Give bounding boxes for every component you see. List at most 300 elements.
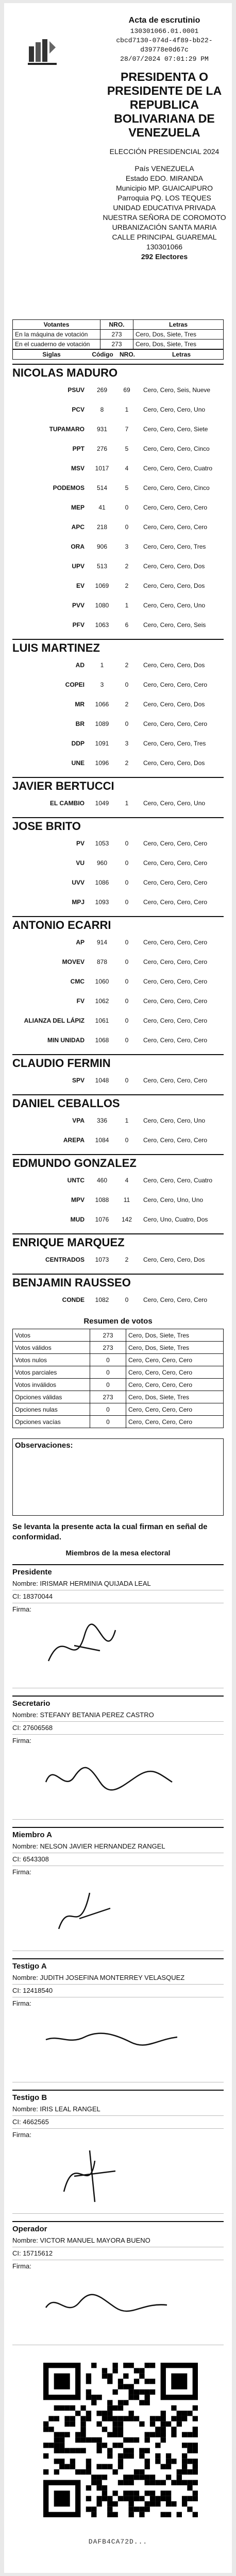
table-row <box>12 439 224 459</box>
party-codigo: 960 <box>96 859 108 867</box>
municipio: Municipio MP. GUAICAIPURO <box>115 184 213 192</box>
resumen-title: Resumen de votos <box>83 1317 153 1326</box>
party-votes: 0 <box>125 840 129 847</box>
member-role: Presidente <box>12 1568 52 1577</box>
party-letras: Cero, Cero, Cero, Cero <box>143 978 208 985</box>
table-row <box>12 615 224 635</box>
resumen-label: Votos nulos <box>13 1354 90 1366</box>
cne-logo-icon <box>27 36 58 67</box>
party-siglas: MPV <box>71 1196 85 1204</box>
signature-box <box>12 1735 224 1820</box>
party-votes: 4 <box>125 465 129 472</box>
table-row <box>12 400 224 419</box>
party-siglas: DDP <box>71 740 85 747</box>
party-codigo: 513 <box>96 563 108 570</box>
resumen-label: Votos válidos <box>13 1342 90 1354</box>
resumen-label: Votos parciales <box>13 1366 90 1379</box>
table-row <box>12 853 224 873</box>
party-codigo: 1060 <box>95 978 109 985</box>
party-siglas: COPEI <box>65 681 85 688</box>
centro-codigo: 130301066 <box>146 243 183 251</box>
resumen-letras: Cero, Cero, Cero, Cero <box>126 1354 224 1366</box>
signature-box <box>12 1603 224 1688</box>
table-row <box>13 1342 224 1354</box>
resumen-letras: Cero, Dos, Siete, Tres <box>126 1391 224 1403</box>
party-siglas: CENTRADOS <box>45 1256 85 1263</box>
party-siglas: ORA <box>71 543 85 550</box>
votantes-num: 273 <box>100 330 133 340</box>
candidate-party-rows <box>12 933 224 1050</box>
table-row <box>13 1329 224 1342</box>
party-codigo: 460 <box>96 1177 108 1184</box>
member-name: Nombre: STEFANY BETANIA PEREZ CASTRO <box>12 1709 224 1722</box>
party-letras: Cero, Cero, Seis, Nueve <box>143 386 211 394</box>
parroquia: Parroquia PQ. LOS TEQUES <box>117 194 211 202</box>
party-votes: 1 <box>125 406 129 413</box>
party-letras: Cero, Cero, Cero, Cuatro <box>143 1177 213 1184</box>
member-block <box>12 2221 224 2345</box>
header-info <box>100 14 229 262</box>
table-row <box>12 1171 224 1190</box>
votantes-letras: Cero, Dos, Siete, Tres <box>133 340 224 349</box>
party-votes: 3 <box>125 543 129 550</box>
party-votes: 2 <box>125 563 129 570</box>
resumen-num: 273 <box>90 1391 126 1403</box>
party-siglas: PPT <box>72 445 85 452</box>
party-codigo: 514 <box>96 484 108 492</box>
party-letras: Cero, Cero, Cero, Cero <box>143 720 208 727</box>
party-votes: 0 <box>125 1017 129 1024</box>
table-row <box>12 478 224 498</box>
party-letras: Cero, Cero, Cero, Cero <box>143 1037 208 1044</box>
party-votes: 0 <box>125 997 129 1005</box>
party-letras: Cero, Cero, Cero, Cero <box>143 1296 208 1303</box>
candidates-list <box>12 364 224 1310</box>
candidate-name: EDMUNDO GONZALEZ <box>12 1154 224 1171</box>
resumen-label: Opciones nulas <box>13 1403 90 1416</box>
party-votes: 0 <box>125 978 129 985</box>
candidate-column-headers <box>12 349 224 360</box>
party-siglas: SPV <box>72 1077 85 1084</box>
votantes-num: 273 <box>100 340 133 349</box>
resumen-num: 0 <box>90 1416 126 1428</box>
party-votes: 0 <box>125 504 129 511</box>
party-siglas: CMC <box>70 978 85 985</box>
party-siglas: APC <box>71 523 85 531</box>
party-letras: Cero, Uno, Cuatro, Dos <box>143 1216 208 1223</box>
party-votes: 0 <box>125 899 129 906</box>
party-letras: Cero, Cero, Cero, Cuatro <box>143 465 213 472</box>
party-letras: Cero, Cero, Cero, Dos <box>143 582 205 589</box>
party-siglas: MPJ <box>72 899 85 906</box>
party-letras: Cero, Cero, Cero, Cero <box>143 939 208 946</box>
member-ci: CI: 4662565 <box>12 2116 224 2129</box>
signature-icon <box>43 1615 188 1682</box>
candidate-party-rows <box>12 834 224 912</box>
party-siglas: AREPA <box>63 1137 85 1144</box>
resumen-letras: Cero, Dos, Siete, Tres <box>126 1342 224 1354</box>
firma-label: Firma: <box>12 1737 31 1744</box>
firma-note: Se levanta la presente acta la cual firman en señal de conformidad. <box>12 1522 208 1541</box>
candidate-party-rows <box>12 655 224 773</box>
acta-datetime: 28/07/2024 07:01:29 PM <box>120 55 209 63</box>
party-votes: 2 <box>125 701 129 708</box>
resumen-num: 0 <box>90 1403 126 1416</box>
votantes-table <box>12 319 224 349</box>
party-letras: Cero, Cero, Cero, Uno <box>143 800 206 807</box>
party-codigo: 1082 <box>95 1296 109 1303</box>
party-votes: 2 <box>125 1256 129 1263</box>
candidate-party-rows <box>12 1250 224 1269</box>
resumen-label: Opciones válidas <box>13 1391 90 1403</box>
resumen-letras: Cero, Cero, Cero, Cero <box>126 1379 224 1391</box>
party-votes: 142 <box>121 1216 132 1223</box>
acta-header <box>12 10 224 319</box>
member-role: Miembro A <box>12 1831 52 1839</box>
party-votes: 1 <box>125 602 129 609</box>
signature-icon <box>43 1746 188 1813</box>
pais: País VENEZUELA <box>134 164 194 173</box>
party-codigo: 1086 <box>95 879 109 886</box>
member-ci: CI: 12418540 <box>12 1985 224 1997</box>
party-votes: 3 <box>125 740 129 747</box>
party-letras: Cero, Cero, Cero, Cero <box>143 1077 208 1084</box>
party-votes: 0 <box>125 1137 129 1144</box>
party-votes: 7 <box>125 426 129 433</box>
table-row <box>12 834 224 853</box>
signature-box <box>12 1997 224 2082</box>
party-letras: Cero, Cero, Cero, Dos <box>143 701 205 708</box>
party-codigo: 1089 <box>95 720 109 727</box>
party-votes: 5 <box>125 445 129 452</box>
table-row <box>12 556 224 576</box>
table-row <box>12 753 224 773</box>
party-siglas: FV <box>76 997 85 1005</box>
party-codigo: 1084 <box>95 1137 109 1144</box>
party-votes: 5 <box>125 484 129 492</box>
party-votes: 69 <box>123 386 130 394</box>
party-siglas: PCV <box>72 406 85 413</box>
party-letras: Cero, Cero, Cero, Cero <box>143 958 208 965</box>
party-siglas: VU <box>76 859 85 867</box>
table-row <box>12 1030 224 1050</box>
col-letras: Letras <box>172 351 191 358</box>
party-codigo: 1068 <box>95 1037 109 1044</box>
party-votes: 2 <box>125 759 129 767</box>
candidate-name: DANIEL CEBALLOS <box>12 1094 224 1111</box>
observaciones-label: Observaciones: <box>15 1441 73 1450</box>
party-codigo: 41 <box>98 504 106 511</box>
party-votes: 4 <box>125 1177 129 1184</box>
table-row <box>12 537 224 556</box>
resumen-letras: Cero, Cero, Cero, Cero <box>126 1416 224 1428</box>
member-name: Nombre: NELSON JAVIER HERNANDEZ RANGEL <box>12 1840 224 1853</box>
resumen-letras: Cero, Cero, Cero, Cero <box>126 1366 224 1379</box>
table-row <box>12 991 224 1011</box>
party-siglas: MEP <box>71 504 85 511</box>
party-codigo: 1073 <box>95 1256 109 1263</box>
party-codigo: 1017 <box>95 465 109 472</box>
party-siglas: UPV <box>72 563 85 570</box>
party-codigo: 8 <box>100 406 104 413</box>
firma-label: Firma: <box>12 1868 31 1876</box>
party-siglas: PFV <box>72 621 85 629</box>
signature-icon <box>43 2009 188 2076</box>
candidate-party-rows <box>12 380 224 635</box>
party-votes: 1 <box>125 800 129 807</box>
firma-label: Firma: <box>12 2262 31 2270</box>
member-name: Nombre: VICTOR MANUEL MAYORA BUENO <box>12 2234 224 2247</box>
table-row <box>12 498 224 517</box>
party-codigo: 931 <box>96 426 108 433</box>
table-row <box>13 1379 224 1391</box>
signature-icon <box>43 1877 188 1944</box>
party-siglas: MR <box>75 701 85 708</box>
table-row <box>12 694 224 714</box>
candidate-party-rows <box>12 1071 224 1090</box>
party-siglas: TUPAMARO <box>49 426 85 433</box>
party-votes: 0 <box>125 1296 129 1303</box>
table-row <box>12 459 224 478</box>
member-block <box>12 1696 224 1820</box>
table-row <box>12 1130 224 1150</box>
table-row <box>13 1416 224 1428</box>
party-letras: Cero, Cero, Cero, Cero <box>143 523 208 531</box>
party-letras: Cero, Cero, Cero, Cero <box>143 899 208 906</box>
party-siglas: PVV <box>72 602 85 609</box>
electores-count: 292 Electores <box>141 252 188 261</box>
party-siglas: UVV <box>72 879 85 886</box>
resumen-num: 273 <box>90 1329 126 1342</box>
party-siglas: PODEMOS <box>53 484 85 492</box>
votantes-header: Votantes <box>13 320 100 330</box>
centro: UNIDAD EDUCATIVA PRIVADA NUESTRA SEÑORA DE COROMOTO URBANIZACIÓN SANTA MARIA CALLE PRINCIPAL GUAREMAL <box>103 204 226 241</box>
party-letras: Cero, Cero, Cero, Cero <box>143 504 208 511</box>
party-votes: 11 <box>123 1196 130 1204</box>
member-block <box>12 1958 224 2082</box>
party-letras: Cero, Cero, Cero, Dos <box>143 759 205 767</box>
acta-number: 130301066.01.0001 <box>130 27 199 35</box>
party-votes: 0 <box>125 1077 129 1084</box>
party-siglas: MIN UNIDAD <box>47 1037 85 1044</box>
table-row <box>13 330 224 340</box>
table-row <box>13 1366 224 1379</box>
party-letras: Cero, Cero, Cero, Cinco <box>143 445 210 452</box>
signature-box <box>12 2129 224 2214</box>
hash-line-1: cbcd7130-074d-4f89-bb22- <box>116 37 213 44</box>
signature-icon <box>43 2140 188 2207</box>
member-ci: CI: 6543308 <box>12 1853 224 1866</box>
party-codigo: 276 <box>96 445 108 452</box>
party-codigo: 1048 <box>95 1077 109 1084</box>
candidate-party-rows <box>12 1290 224 1310</box>
party-codigo: 1066 <box>95 701 109 708</box>
candidate-name: LUIS MARTINEZ <box>12 639 224 655</box>
candidate-party-rows <box>12 793 224 813</box>
signature-box <box>12 2260 224 2345</box>
signature-icon <box>43 2272 188 2338</box>
table-row <box>12 1011 224 1030</box>
party-siglas: MSV <box>71 465 85 472</box>
party-siglas: MUD <box>70 1216 85 1223</box>
candidate-name: NICOLAS MADURO <box>12 364 224 380</box>
footer-hash: DAFB4CA72D... <box>88 2538 148 2546</box>
table-row <box>12 1290 224 1310</box>
party-votes: 0 <box>125 879 129 886</box>
party-siglas: UNE <box>71 759 85 767</box>
col-nro: NRO. <box>120 351 135 358</box>
party-votes: 0 <box>125 1037 129 1044</box>
member-role: Testigo A <box>12 1962 47 1971</box>
party-siglas: BR <box>75 720 85 727</box>
member-role: Secretario <box>12 1699 50 1708</box>
party-letras: Cero, Cero, Cero, Cero <box>143 997 208 1005</box>
table-row <box>12 675 224 694</box>
table-row <box>12 734 224 753</box>
party-codigo: 1061 <box>95 1017 109 1024</box>
observaciones-box <box>12 1438 224 1516</box>
table-row <box>12 793 224 813</box>
members-list <box>12 1564 224 2345</box>
party-letras: Cero, Cero, Cero, Cero <box>143 879 208 886</box>
resumen-letras: Cero, Dos, Siete, Tres <box>126 1329 224 1342</box>
party-letras: Cero, Cero, Cero, Seis <box>143 621 206 629</box>
table-row <box>12 380 224 400</box>
table-row <box>12 576 224 596</box>
party-letras: Cero, Cero, Cero, Cero <box>143 681 208 688</box>
party-siglas: PSUV <box>68 386 85 394</box>
party-codigo: 1091 <box>95 740 109 747</box>
party-siglas: VPA <box>72 1117 85 1124</box>
party-letras: Cero, Cero, Cero, Dos <box>143 662 205 669</box>
firma-label: Firma: <box>12 1605 31 1613</box>
member-ci: CI: 15715612 <box>12 2247 224 2260</box>
party-codigo: 878 <box>96 958 108 965</box>
party-votes: 0 <box>125 681 129 688</box>
candidate-name: BENJAMIN RAUSSEO <box>12 1274 224 1290</box>
party-votes: 2 <box>125 662 129 669</box>
member-block <box>12 1827 224 1951</box>
candidate-name: JOSE BRITO <box>12 817 224 834</box>
member-role: Operador <box>12 2225 47 2233</box>
party-codigo: 1 <box>100 662 104 669</box>
resumen-label: Votos inválidos <box>13 1379 90 1391</box>
acta-receipt <box>4 3 232 2573</box>
member-name: Nombre: IRIS LEAL RANGEL <box>12 2103 224 2116</box>
table-row <box>12 655 224 675</box>
party-votes: 6 <box>125 621 129 629</box>
table-row <box>12 952 224 972</box>
table-row <box>12 1111 224 1130</box>
party-siglas: PV <box>76 840 85 847</box>
party-votes: 0 <box>125 939 129 946</box>
party-letras: Cero, Cero, Cero, Uno <box>143 406 206 413</box>
member-block <box>12 1564 224 1688</box>
party-letras: Cero, Cero, Cero, Uno <box>143 602 206 609</box>
member-name: Nombre: JUDITH JOSEFINA MONTERREY VELASQUEZ <box>12 1972 224 1985</box>
resumen-letras: Cero, Cero, Cero, Cero <box>126 1403 224 1416</box>
table-row <box>13 1354 224 1366</box>
table-row <box>12 933 224 952</box>
party-siglas: EV <box>76 582 85 589</box>
col-codigo: Código <box>92 351 113 358</box>
party-codigo: 1063 <box>95 621 109 629</box>
resumen-label: Votos <box>13 1329 90 1342</box>
table-row <box>13 1391 224 1403</box>
party-codigo: 1080 <box>95 602 109 609</box>
party-letras: Cero, Cero, Cero, Cero <box>143 840 208 847</box>
party-codigo: 218 <box>96 523 108 531</box>
party-letras: Cero, Cero, Cero, Cero <box>143 859 208 867</box>
party-codigo: 3 <box>100 681 104 688</box>
party-letras: Cero, Cero, Cero, Siete <box>143 426 208 433</box>
resumen-num: 0 <box>90 1354 126 1366</box>
members-title: Miembros de la mesa electoral <box>65 1549 171 1557</box>
table-row <box>12 1210 224 1229</box>
party-codigo: 1062 <box>95 997 109 1005</box>
candidate-name: CLAUDIO FERMIN <box>12 1054 224 1071</box>
candidate-name: ENRIQUE MARQUEZ <box>12 1233 224 1250</box>
election-name: ELECCIÓN PRESIDENCIAL 2024 <box>109 147 220 156</box>
letras-header: Letras <box>133 320 224 330</box>
party-votes: 0 <box>125 720 129 727</box>
votantes-letras: Cero, Dos, Siete, Tres <box>133 330 224 340</box>
party-siglas: EL CAMBIO <box>49 800 85 807</box>
votantes-label: En la máquina de votación <box>13 330 100 340</box>
table-row <box>12 1071 224 1090</box>
table-row <box>12 892 224 912</box>
resumen-num: 273 <box>90 1342 126 1354</box>
member-role: Testigo B <box>12 2093 47 2102</box>
member-name: Nombre: IRISMAR HERMINIA QUIJADA LEAL <box>12 1578 224 1590</box>
table-row <box>12 873 224 892</box>
party-siglas: AP <box>76 939 85 946</box>
party-letras: Cero, Cero, Cero, Uno <box>143 1117 206 1124</box>
party-siglas: CONDE <box>62 1296 85 1303</box>
firma-label: Firma: <box>12 2131 31 2139</box>
party-letras: Cero, Cero, Cero, Dos <box>143 1256 205 1263</box>
table-row <box>13 1403 224 1416</box>
member-ci: CI: 27606568 <box>12 1722 224 1735</box>
party-votes: 2 <box>125 582 129 589</box>
firma-label: Firma: <box>12 1999 31 2007</box>
signature-box <box>12 1866 224 1951</box>
resumen-table <box>12 1329 224 1428</box>
table-row <box>12 517 224 537</box>
party-codigo: 1096 <box>95 759 109 767</box>
member-block <box>12 2090 224 2214</box>
table-row <box>12 714 224 734</box>
party-letras: Cero, Cero, Cero, Dos <box>143 563 205 570</box>
party-codigo: 1093 <box>95 899 109 906</box>
resumen-num: 0 <box>90 1366 126 1379</box>
party-codigo: 1049 <box>95 800 109 807</box>
party-siglas: AD <box>75 662 85 669</box>
candidate-name: ANTONIO ECARRI <box>12 916 224 933</box>
resumen-num: 0 <box>90 1379 126 1391</box>
table-row <box>13 340 224 349</box>
election-office-title: PRESIDENTA O PRESIDENTE DE LA REPUBLICA BOLIVARIANA DE VENEZUELA <box>107 70 222 139</box>
party-letras: Cero, Cero, Cero, Tres <box>143 740 206 747</box>
party-votes: 0 <box>125 859 129 867</box>
candidate-name: JAVIER BERTUCCI <box>12 777 224 793</box>
party-siglas: ALIANZA DEL LÁPIZ <box>24 1017 85 1024</box>
party-codigo: 1076 <box>95 1216 109 1223</box>
party-codigo: 1088 <box>95 1196 109 1204</box>
estado: Estado EDO. MIRANDA <box>125 174 204 182</box>
table-row <box>12 419 224 439</box>
party-letras: Cero, Cero, Cero, Tres <box>143 543 206 550</box>
